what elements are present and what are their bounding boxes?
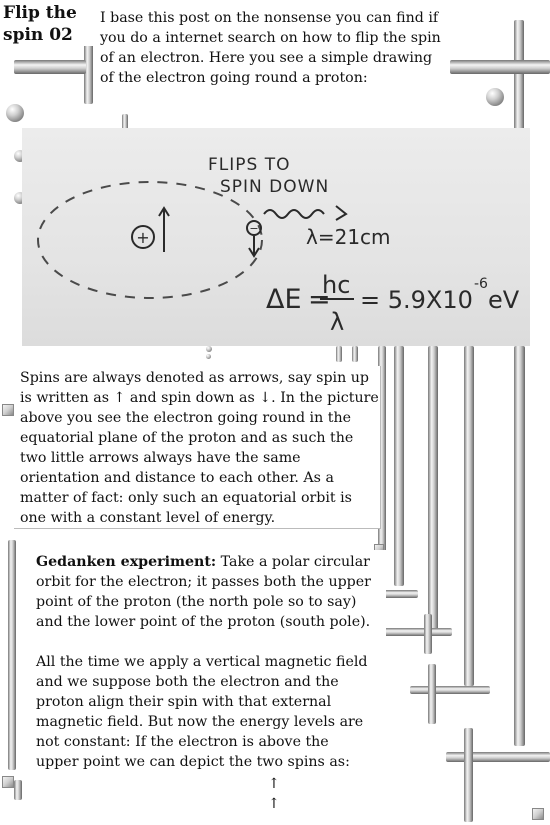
decor-bar	[464, 728, 473, 822]
decor-bar	[14, 60, 86, 74]
decor-bar	[514, 20, 524, 130]
decor-bar	[446, 752, 550, 762]
energy-value: = 5.9X10	[360, 286, 473, 314]
spin-up-arrow-bottom: ↑	[268, 796, 280, 812]
fraction-numerator: hc	[322, 271, 351, 299]
orbit-ellipse	[38, 182, 262, 298]
proton-sign: +	[136, 228, 150, 247]
equals-sign: =	[308, 284, 331, 315]
decor-bar	[464, 346, 474, 686]
decor-block	[2, 404, 14, 416]
decor-ball	[206, 354, 211, 359]
decor-bar	[424, 614, 432, 654]
energy-unit: eV	[488, 286, 520, 314]
decor-block	[532, 808, 544, 820]
experiment-section	[26, 550, 386, 822]
decor-bar	[14, 780, 22, 800]
decor-ball	[6, 104, 24, 122]
flip-caption-line1: FLIPS TO	[208, 155, 291, 175]
wavelength-label: λ=21cm	[306, 225, 391, 249]
decor-bar	[514, 346, 525, 746]
energy-exponent: -6	[474, 276, 488, 292]
decor-bar	[384, 590, 418, 598]
decor-bar	[336, 346, 342, 362]
experiment-paragraph-2: All the time we apply a vertical magnetic field and we suppose both the electron and the proton align their spin with that external magnetic field. But now the energy levels are not constant: If the electron is above the upper point we can depict the two spins as:	[36, 654, 368, 770]
decor-bar	[8, 540, 16, 770]
decor-bar	[428, 346, 438, 636]
decor-bar	[382, 628, 452, 636]
photon-wave	[264, 210, 324, 218]
intro-paragraph: I base this post on the nonsense you can find if you do a internet search on how to flip the spin of an electron. Here you see a simple drawing of the electron going round a proton:	[100, 8, 450, 88]
proton-spin-arrow	[159, 208, 169, 252]
spins-paragraph: Spins are always denoted as arrows, say spin up is written as ↑ and spin down as ↓. In the picture above you see the electron going round in the equatorial plane of the proton and as such the two little arrows always have the same orientation and distance to each other. As a matter of fact: only such an equatorial orbit is one with a constant level of energy.	[14, 366, 381, 529]
experiment-text-1: Take a polar circular orbit for the electron; it passes both the upper point of the proton (the north pole so to say) and the lower point of the proton (south pole).	[36, 554, 371, 630]
decor-bar	[428, 664, 436, 724]
page-title: Flip the spin 02	[3, 2, 93, 46]
flip-caption-line2: SPIN DOWN	[220, 177, 330, 197]
decor-bar	[352, 346, 358, 362]
experiment-paragraph-1	[36, 552, 386, 632]
decor-bar	[394, 346, 404, 586]
photon-arrowhead	[336, 206, 346, 220]
electron-spin-arrow	[249, 236, 259, 256]
decor-block	[2, 776, 14, 788]
decor-bar	[410, 686, 490, 694]
fraction-denominator: λ	[330, 308, 345, 336]
whiteboard-figure	[22, 128, 530, 346]
figure-drawing	[22, 128, 530, 346]
delta-e-label: ΔE	[266, 284, 302, 315]
decor-ball	[206, 346, 212, 352]
spin-up-arrow-top: ↑	[268, 776, 280, 792]
decor-ball	[486, 88, 504, 106]
electron-sign: −	[249, 222, 259, 235]
experiment-heading: Gedanken experiment:	[36, 554, 217, 570]
decor-bar	[450, 60, 550, 74]
